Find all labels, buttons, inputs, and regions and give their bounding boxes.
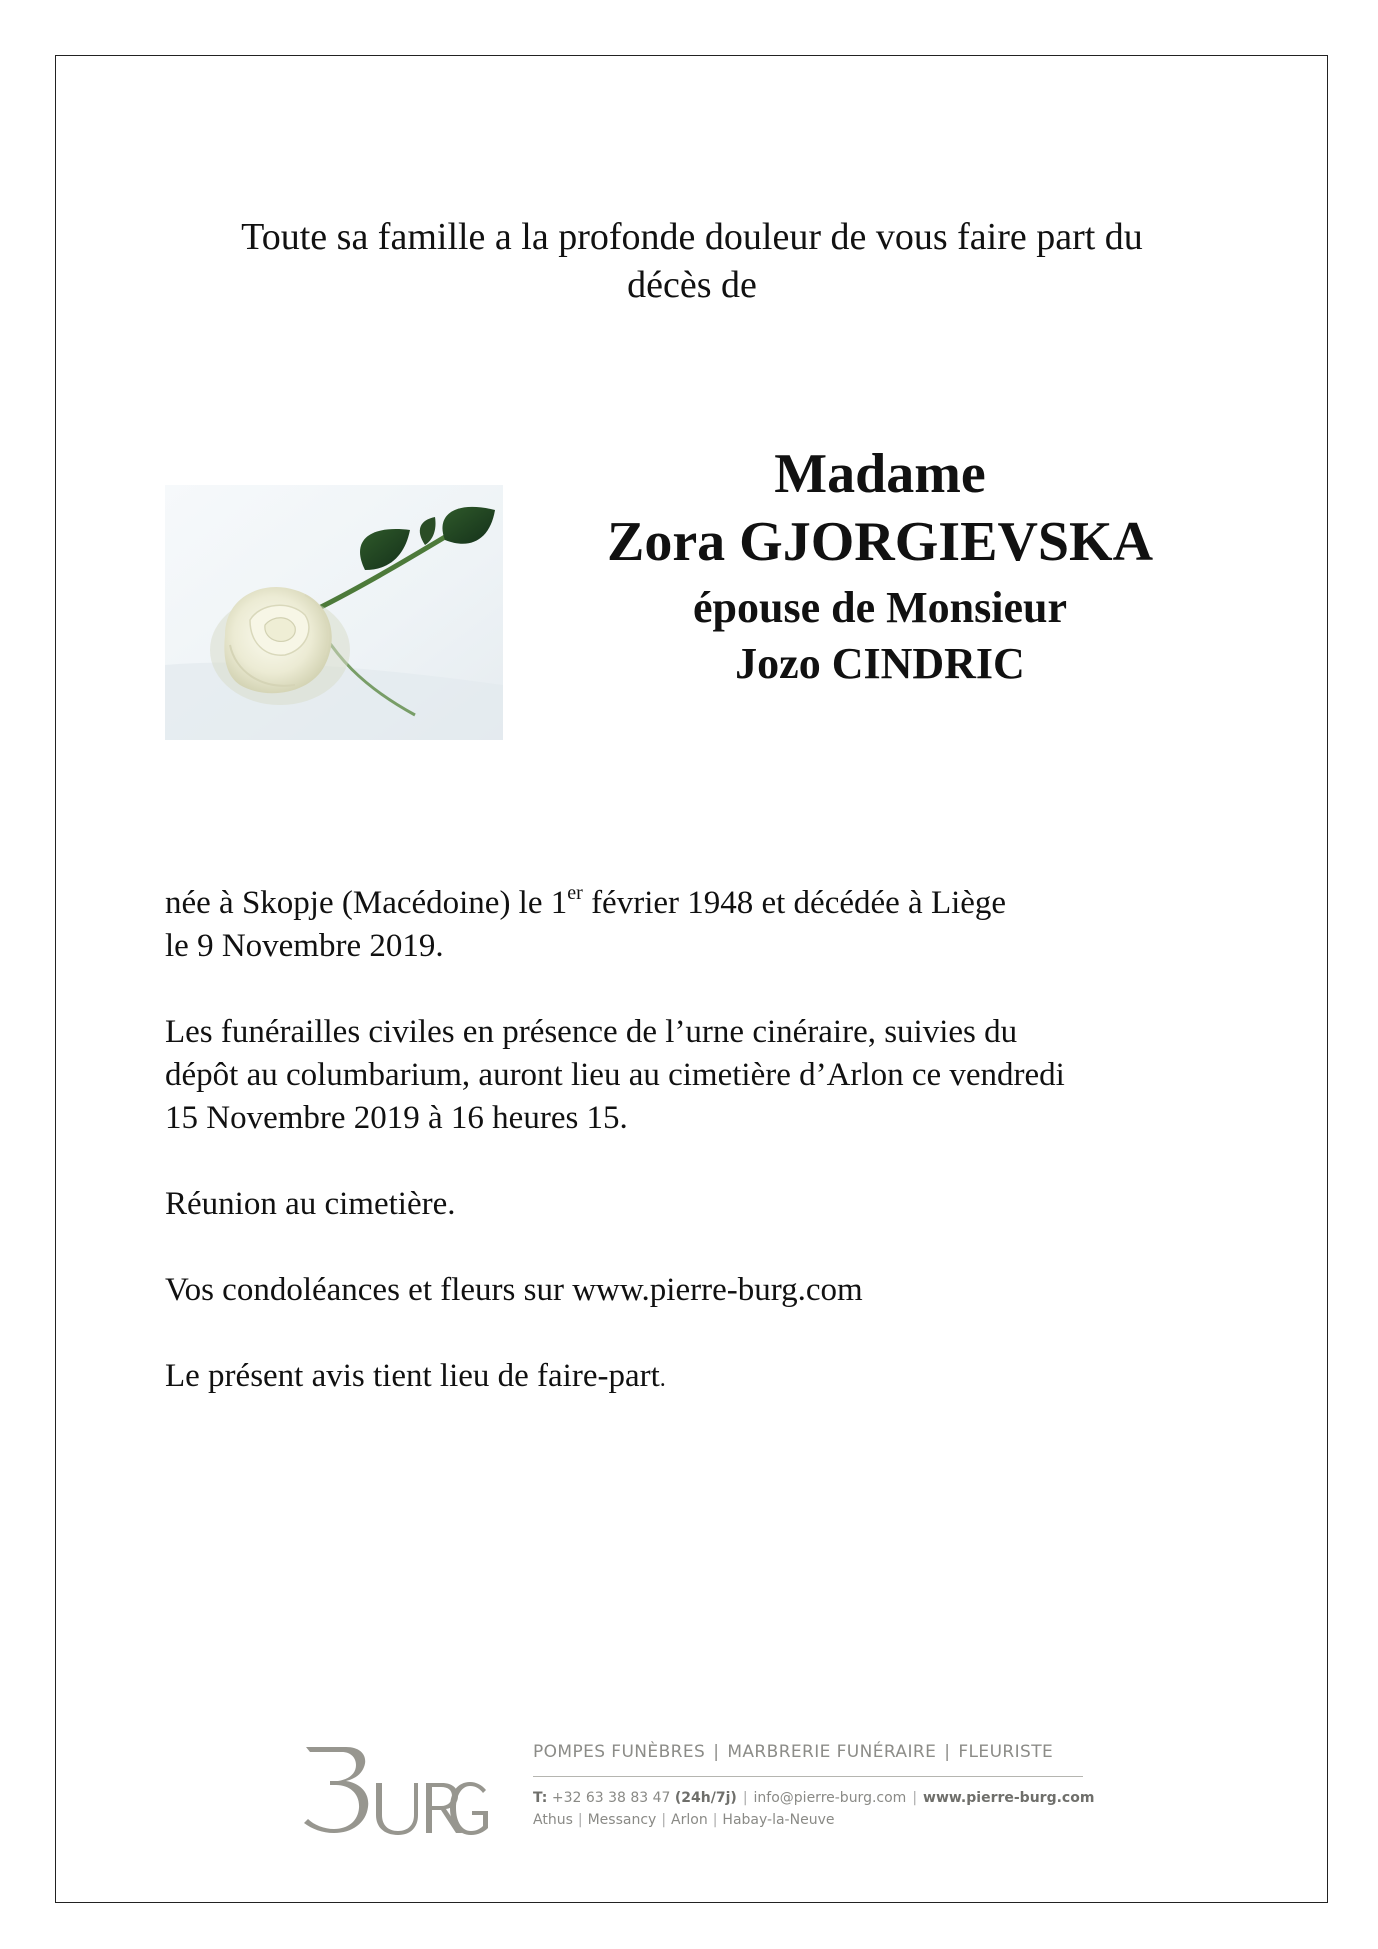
- service-funeral: POMPES FUNÈBRES: [533, 1742, 706, 1762]
- service-florist: FLEURISTE: [958, 1742, 1054, 1762]
- notice-body: [165, 882, 1225, 1444]
- phone-number: +32 63 38 83 47: [551, 1790, 671, 1806]
- website-link[interactable]: www.pierre-burg.com: [923, 1790, 1095, 1806]
- phone-hours: (24h/7j): [674, 1790, 737, 1806]
- funeral-paragraph: [165, 1011, 1225, 1140]
- intro-text: [160, 213, 1224, 309]
- services-line: [533, 1740, 1083, 1764]
- intro-line-2: décès de: [627, 264, 757, 306]
- footer-rule: [533, 1776, 1083, 1777]
- footer: [300, 1740, 1100, 1850]
- city-athus: Athus: [533, 1812, 573, 1828]
- birth-death-paragraph: [165, 882, 1225, 968]
- death-date: le 9 Novembre 2019.: [165, 928, 444, 964]
- white-rose-icon: [165, 485, 503, 740]
- separator: |: [661, 1812, 667, 1828]
- city-habay: Habay-la-Neuve: [722, 1812, 835, 1828]
- condolences-paragraph: Vos condoléances et fleurs sur www.pierre-burg.com: [165, 1272, 863, 1308]
- meeting-paragraph: Réunion au cimetière.: [165, 1186, 456, 1222]
- separator: |: [944, 1742, 951, 1762]
- deceased-name: Zora GJORGIEVSKA: [606, 511, 1154, 573]
- cities-line: [533, 1809, 1083, 1831]
- footer-info: [533, 1740, 1095, 1831]
- separator: |: [712, 1812, 718, 1828]
- separator: |: [742, 1790, 748, 1806]
- spouse-label: épouse de Monsieur: [693, 583, 1067, 632]
- separator: |: [713, 1742, 720, 1762]
- funeral-line-1: Les funérailles civiles en présence de l’urne cinéraire, suivies du: [165, 1014, 1018, 1050]
- notice-paragraph: [165, 1355, 1225, 1401]
- contact-line: [533, 1787, 1095, 1809]
- white-rose-photo: [165, 485, 503, 740]
- ordinal-suffix: er: [567, 882, 583, 904]
- city-messancy: Messancy: [587, 1812, 657, 1828]
- service-masonry: MARBRERIE FUNÉRAIRE: [727, 1742, 937, 1762]
- separator: |: [577, 1812, 583, 1828]
- phone-label: T:: [533, 1790, 548, 1806]
- city-arlon: Arlon: [671, 1812, 708, 1828]
- birth-text-part-1: née à Skopje (Macédoine) le 1: [165, 885, 568, 921]
- notice-text: Le présent avis tient lieu de faire-part: [165, 1358, 660, 1394]
- birth-text-part-2: février 1948 et décédée à Liège: [582, 885, 1007, 921]
- notice-dot: .: [659, 1366, 666, 1392]
- email-link[interactable]: info@pierre-burg.com: [753, 1790, 907, 1806]
- deceased-title: Madame: [774, 443, 986, 505]
- funeral-line-3: 15 Novembre 2019 à 16 heures 15.: [165, 1100, 628, 1136]
- deceased-names: [520, 440, 1240, 692]
- separator: |: [912, 1790, 918, 1806]
- intro-line-1: Toute sa famille a la profonde douleur de vous faire part du: [241, 216, 1143, 258]
- funeral-line-2: dépôt au columbarium, auront lieu au cimetière d’Arlon ce vendredi: [165, 1057, 1065, 1093]
- spouse-name: Jozo CINDRIC: [735, 639, 1025, 688]
- burg-logo: [300, 1745, 490, 1840]
